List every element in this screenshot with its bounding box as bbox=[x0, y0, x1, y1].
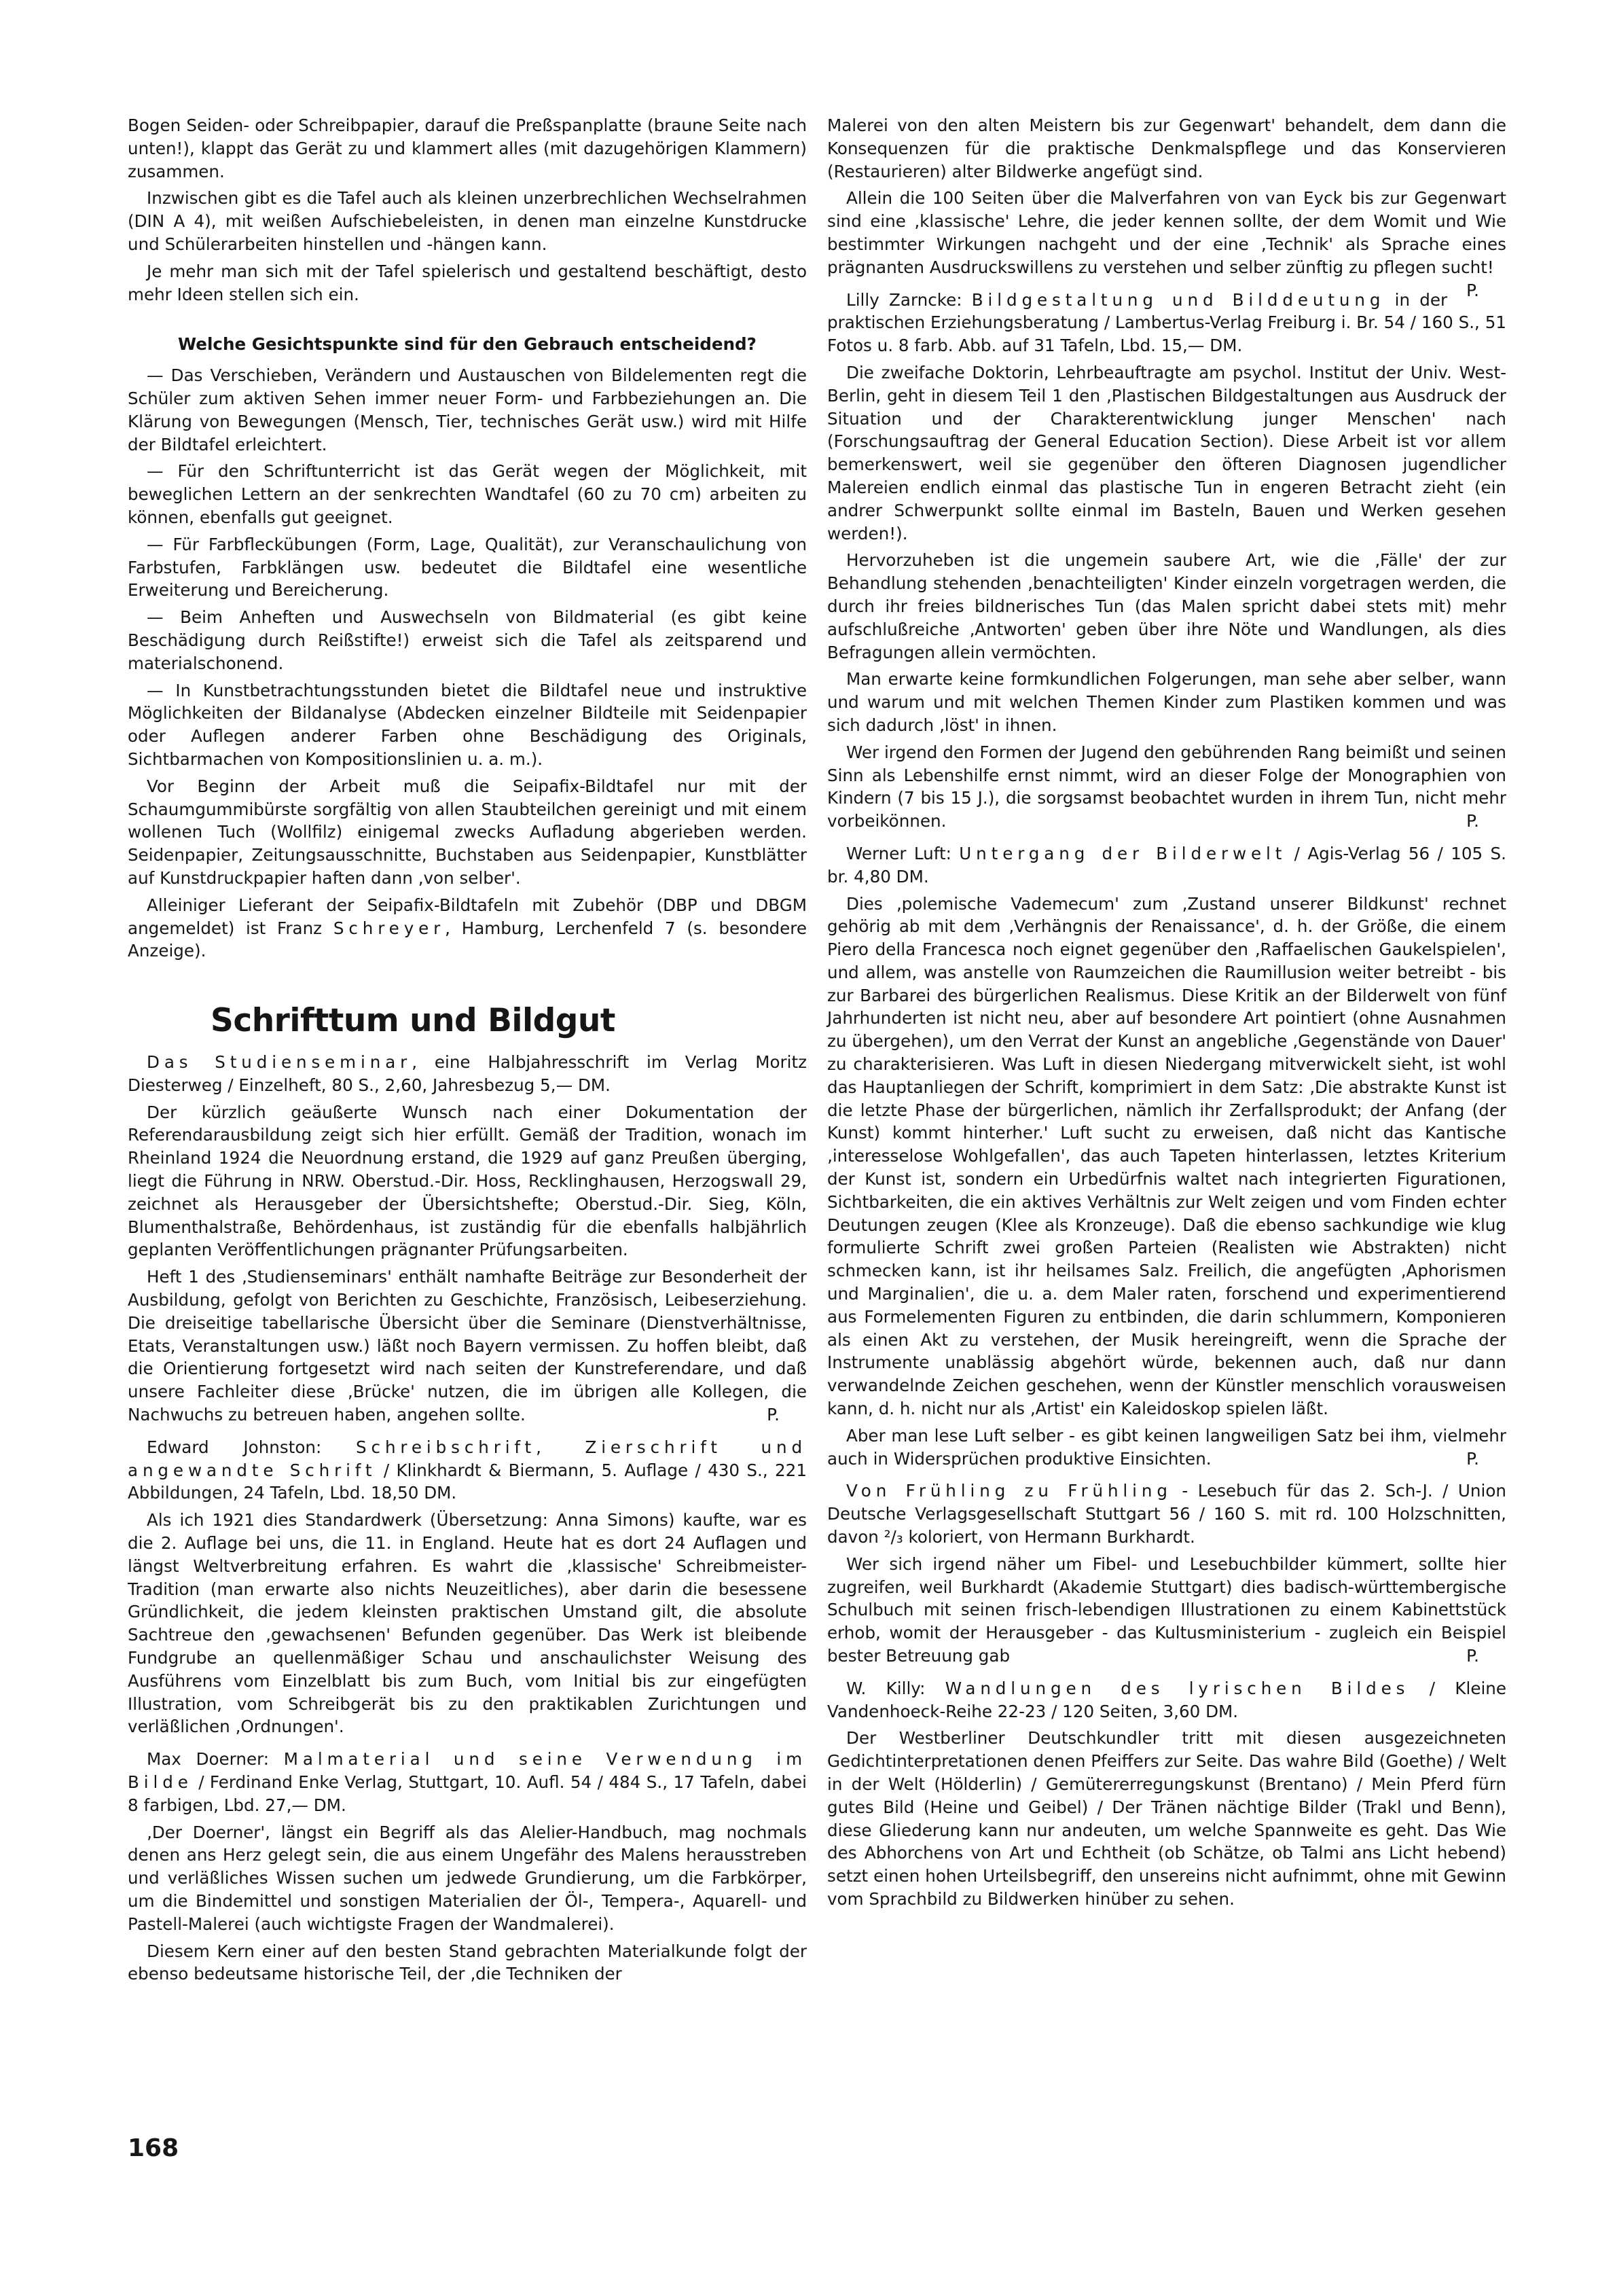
entry-title: Bildgestaltung und Bilddeutung bbox=[971, 289, 1385, 310]
subheading-gesichtspunkte: Welche Gesichtspunkte sind für den Gebrauch entscheidend? bbox=[178, 334, 757, 355]
reviewer-signature: P. bbox=[1466, 1448, 1479, 1469]
review-entry-zarncke bbox=[827, 289, 1506, 357]
paragraph-text: Aber man lese Luft selber - es gibt keinen langweiligen Satz bei ihm, vielmehr auch in Widersprüchen produktive Einsichten. bbox=[827, 1425, 1506, 1469]
entry-details: / Klinkhardt & Biermann, 5. Auflage / 430 S., 221 Abbildungen, 24 Tafeln, Lbd. 18,50 DM. bbox=[128, 1460, 807, 1503]
left-column bbox=[128, 114, 807, 1990]
section-title: Schrifttum und Bildgut bbox=[211, 1002, 615, 1040]
entry-title: Das Studienseminar bbox=[147, 1052, 412, 1073]
right-paragraph-7: Dies ‚polemische Vademecum' zum ‚Zustand unserer Bildkunst' rechnet gehörig ab mit dem ‚Verhängnis der Renaissance', d. h. der Größe, die einem Piero della Francesca noch eignet gegenüber den ‚Raffaelischen Gaukelspielen', und allem, was anstelle von Raumzeichen die Raumillusion weiter betreibt - bis zur Barbarei des bürgerlichen Realismus. Diese Kritik an der Bilderwelt von fünf Jahrhunderten ist nicht neu, aber auf besondere Art pointiert (ohne Ausnahmen zu übergehen), um den Verrat der Kunst an angebliche ‚Gegenstände von Dauer' zu charakterisieren. Was Luft in diesen Niedergang mitverwickelt sieht, ist wohl das Hauptanliegen der Schrift, komprimiert in dem Satz: ‚Die abstrakte Kunst ist die letzte Phase der bürgerlichen, nämlich ihr Zerfallsprodukt; der Anfang (der Kunst) kommt hinterher.' Luft sucht zu erweisen, daß nicht das Kantische ‚interesselose Wohlgefallen', das auch Tapeten hinterlassen, letztes Kriterium der Kunst ist, sondern ein Urbedürfnis waltet nach integrierten Figurationen, Sichtbarkeiten, die ein aktives Verhältnis zur Welt zeigen und vom Finden echter Deutungen zeugen (Klee als Kronzeuge). Daß die ebenso sachkundige wie klug formulierte Schrift zwei großen Parteien (Realisten wie Abstrakten) nicht schmecken kann, ist ihr heilsames Salz. Freilich, die angefügten ‚Aphorismen und Marginalien', die u. a. dem Maler raten, forschend und experimentierend aus Formelementen Figuren zu entbinden, die darin schlummern, Komponieren als einen Akt zu verstehen, der Musik hereingreift, wenn die Sprache der Instrumente unablässig abgehört würde, bekennen auch, daß nur dann verwandelnde Zeichen geschehen, wenn der Künstler menschlich vorausweisen kann, d. h. nicht nur als ‚Artist' ein Kaleidoskop spielen läßt. bbox=[827, 893, 1506, 1419]
left-paragraph-12 bbox=[128, 1266, 807, 1427]
left-paragraph-7: — Beim Anheften und Auswechseln von Bildmaterial (es gibt keine Beschädigung durch Reißstifte!) erweist sich die Tafel als zeitsparend und materialschonend. bbox=[128, 607, 807, 673]
entry-details: / Kleine Vandenhoeck-Reihe 22-23 / 120 Seiten, 3,60 DM. bbox=[827, 1678, 1507, 1721]
entry-title: Malmaterial und seine Verwendung im Bilde bbox=[128, 1749, 807, 1792]
review-entry-johnston bbox=[128, 1436, 807, 1505]
entry-author: Werner Luft: bbox=[846, 843, 960, 863]
entry-details: - Lesebuch für das 2. Sch-J. / Union Deutsche Verlagsgesellschaft Stuttgart 56 / 160 S. mit rd. 100 Holzschnitten, davon ²/₃ koloriert, von Hermann Burkhardt. bbox=[827, 1481, 1506, 1547]
entry-title: Wandlungen des lyrischen Bildes bbox=[945, 1678, 1410, 1698]
paragraph-text: Wer irgend den Formen der Jugend den gebührenden Rang beimißt und seinen Sinn als Lebenshilfe ernst nimmt, wird an dieser Folge der Monographien von Kindern (7 bis 15 J.), die sorgsamst beobachtet wurden in ihrem Tun, nicht mehr vorbeikönnen. bbox=[827, 742, 1506, 831]
review-entry-killy bbox=[827, 1677, 1506, 1723]
right-paragraph-10: Der Westberliner Deutschkundler tritt mit diesen ausgezeichneten Gedichtinterpretationen denen Pfeiffers zur Seite. Das wahre Bild (Goethe) / Welt in der Welt (Hölderlin) / Gemütererregungskunst (Brentano) / Mein Pferd fürn gutes Bild (Heine und Geibel) / Der Tränen nächtige Bilder (Trakl und Benn), diese Gliederung kann nur andeuten, um welche Spannweite es geht. Das Wie des Abhorchens von Art und Echtheit (ob Schätze, ob Talmi ans Licht hebend) setzt einen hohen Urteilsbegriff, den unsereins nicht aufnimmt, ohne mit Gewinn vom Sprachbild zu Bildwerken hinüber zu sehen. bbox=[827, 1728, 1506, 1909]
left-paragraph-5: — Für den Schriftunterricht ist das Gerät wegen der Möglichkeit, mit beweglichen Lettern an der senkrechten Wandtafel (60 zu 70 cm) arbeiten zu können, ebenfalls gut geeignet. bbox=[128, 461, 807, 527]
left-paragraph-1: Bogen Seiden- oder Schreibpapier, darauf die Preßspanplatte (braune Seite nach unten!), klappt das Gerät zu und klammert alles (mit dazugehörigen Klammern) zusammen. bbox=[128, 115, 807, 181]
left-paragraph-11: Der kürzlich geäußerte Wunsch nach einer Dokumentation der Referendarausbildung zeigt sich hier erfüllt. Gemäß der Tradition, wonach im Rheinland 1924 die Neuordnung erstand, die 1929 auf ganz Preußen überging, liegt die Führung in NRW. Oberstud.-Dir. Hoss, Recklinghausen, Herzogswall 29, zeichnet als Herausgeber der Übersichtshefte; Oberstud.-Dir. Sieg, Köln, Blumenthalstraße, Behördenhaus, ist zuständig für die ebenfalls halbjährlich geplanten Veröffentlichungen prägnanter Prüfungsarbeiten. bbox=[128, 1102, 807, 1260]
right-column bbox=[827, 114, 1506, 1915]
entry-details: / Ferdinand Enke Verlag, Stuttgart, 10. Aufl. 54 / 484 S., 17 Tafeln, dabei 8 farbigen, Lbd. 27,— DM. bbox=[128, 1772, 807, 1815]
left-paragraph-3: Je mehr man sich mit der Tafel spielerisch und gestaltend beschäftigt, desto mehr Ideen stellen sich ein. bbox=[128, 261, 807, 304]
supplier-name: Schreyer bbox=[333, 918, 446, 938]
right-paragraph-6 bbox=[827, 741, 1506, 833]
entry-title: Von Frühling zu Frühling bbox=[846, 1481, 1172, 1501]
left-paragraph-4: — Das Verschieben, Verändern und Austauschen von Bildelementen regt die Schüler zum aktiven Sehen immer neuer Form- und Farbbeziehungen an. Die Klärung von Bewegungen (Mensch, Tier, technisches Gerät usw.) wird mit Hilfe der Bildtafel erleichtert. bbox=[128, 365, 807, 454]
left-paragraph-14: ‚Der Doerner', längst ein Begriff als das Alelier-Handbuch, mag nochmals denen ans Herz gelegt sein, die aus einem Ungefähr des Malens herausstreben und verläßliches Wissen suchen um jedwede Grundierung, um die Farbkörper, um die Bindemittel und sonstigen Materialien der Öl-, Tempera-, Aquarell- und Pastell-Malerei (auch wichtigste Fragen der Wandmalerei). bbox=[128, 1822, 807, 1934]
entry-author: Max Doerner: bbox=[147, 1749, 284, 1770]
left-paragraph-10 bbox=[128, 894, 807, 963]
paragraph-text: Heft 1 des ‚Studienseminars' enthält namhafte Beiträge zur Besonderheit der Ausbildung, gefolgt von Berichten zu Geschichte, Französisch, Leibeserziehung. Die dreiseitige tabellarische Übersicht über die Seminare (Dienstverhältnisse, Etats, Veranstaltungen usw.) läßt noch Bayern vermissen. Zu hoffen bleibt, daß die Orientierung fortgesetzt wird nach seiten der Kunstreferendare, und daß unsere Fachleiter diese ‚Brücke' nutzen, die im übrigen alle Kollegen, die Nachwuchs zu betreuen haben, angehen sollte. bbox=[128, 1267, 807, 1425]
entry-title: Schreibschrift, Zierschrift und angewandte Schrift bbox=[128, 1437, 807, 1480]
left-paragraph-6: — Für Farbfleckübungen (Form, Lage, Qualität), zur Veranschaulichung von Farbstufen, Farbklängen usw. bedeutet die Bildtafel eine wesentliche Erweiterung und Bereicherung. bbox=[128, 534, 807, 600]
right-paragraph-3: Die zweifache Doktorin, Lehrbeauftragte am psychol. Institut der Univ. West-Berlin, geht in diesem Teil 1 den ‚Plastischen Bildgestaltungen aus Ausdruck der Situation und der Charakterentwicklung junger Menschen' nach (Forschungsauftrag der General Education Section). Diese Arbeit ist vor allem bemerkenswert, weil sie gegenüber den öfteren Diagnosen jugendlicher Malereien endlich einmal das plastische Tun in engeren Betracht zieht (ein andrer Schwerpunkt sollte einmal im Basteln, Bauen und Werken gesehen werden!). bbox=[827, 362, 1506, 543]
supplier-text-1: Alleiniger Lieferant der Seipafix-Bildtafeln mit Zubehör (DBP und DBGM angemeldet) ist Franz bbox=[128, 895, 807, 938]
left-paragraph-8: — In Kunstbetrachtungsstunden bietet die Bildtafel neue und instruktive Möglichkeiten der Bildanalyse (Abdecken einzelner Bildteile mit Seidenpapier oder Auflegen anderer Farben ohne Beschädigung des Originals, Sichtbarmachen von Kompositionslinien u. a. m.). bbox=[128, 680, 807, 769]
entry-details: , eine Halbjahresschrift im Verlag Moritz Diesterweg / Einzelheft, 80 S., 2,60, Jahresbezug 5,— DM. bbox=[128, 1052, 807, 1095]
entry-title: Untergang der Bilderwelt bbox=[959, 843, 1287, 863]
page-number: 168 bbox=[128, 2134, 179, 2162]
left-paragraph-2: Inzwischen gibt es die Tafel auch als kleinen unzerbrechlichen Wechselrahmen (DIN A 4), mit weißen Aufschiebeleisten, in denen man einzelne Kunstdrucke und Schülerarbeiten hinstellen und -hängen kann. bbox=[128, 188, 807, 254]
reviewer-signature: P. bbox=[1466, 1646, 1479, 1666]
supplier-text-2: , Hamburg, Lerchenfeld 7 (s. besondere Anzeige). bbox=[128, 918, 807, 961]
right-paragraph-1: Malerei von den alten Meistern bis zur Gegenwart' behandelt, dem dann die Konsequenzen für die praktische Denkmalspflege und das Konservieren (Restaurieren) alter Bildwerke angefügt sind. bbox=[827, 115, 1506, 181]
review-entry-studienseminar bbox=[128, 1051, 807, 1097]
right-paragraph-5: Man erwarte keine formkundlichen Folgerungen, man sehe aber selber, wann und warum und mit welchen Themen Kinder zum Plastiken kommen und was sich dadurch ‚löst' in ihnen. bbox=[827, 669, 1506, 735]
right-paragraph-9 bbox=[827, 1553, 1506, 1668]
entry-author: Edward Johnston: bbox=[147, 1437, 357, 1457]
review-entry-doerner bbox=[128, 1748, 807, 1816]
entry-author: W. Killy: bbox=[846, 1678, 945, 1698]
left-paragraph-9: Vor Beginn der Arbeit muß die Seipafix-Bildtafel nur mit der Schaumgummibürste sorgfältig von allen Staubteilchen gereinigt und mit einem wollenen Tuch (Wollfilz) einigemal zwecks Aufladung abgerieben werden. Seidenpapier, Zeitungsausschnitte, Buchstaben aus Seidenpapier, Kunstblätter auf Kunstdruckpapier haften dann ‚von selber'. bbox=[128, 776, 807, 888]
entry-author: Lilly Zarncke: bbox=[846, 289, 972, 310]
entry-details: / Agis-Verlag 56 / 105 S. br. 4,80 DM. bbox=[827, 843, 1506, 886]
left-paragraph-13: Als ich 1921 dies Standardwerk (Übersetzung: Anna Simons) kaufte, war es die 2. Auflage bei uns, die 11. in England. Heute hat es dort 24 Auflagen und längst Weltverbreitung erfahren. Es wahrt die ‚klassische' Schreibmeister-Tradition (man erwarte also nichts Neuzeitliches), aber darin die besessene Gründlichkeit, die jedem kleinsten praktischen Umstand gilt, die absolute Sachtreue den ‚gewachsenen' Befunden gegenüber. Das Werk ist bleibende Fundgrube an quellenmäßiger Schau und anschaulichster Weisung des Ausführens vom Einzelblatt bis zum Buch, vom Initial bis zur eingefügten Illustration, vom Schreibgerät bis zu den praktikablen Zurichtungen und verläßlichen ‚Ordnungen'. bbox=[128, 1510, 807, 1737]
review-entry-lesebuch bbox=[827, 1479, 1506, 1548]
paragraph-text: Wer sich irgend näher um Fibel- und Lesebuchbilder kümmert, sollte hier zugreifen, weil Burkhardt (Akademie Stuttgart) dies badisch-württembergische Schulbuch mit seinen frisch-lebendigen Illustrationen zu einem Kabinettstück erhob, womit der Herausgeber - das Kultusministerium - zugleich ein Beispiel bester Betreuung gab bbox=[827, 1554, 1506, 1666]
entry-details: in der praktischen Erziehungsberatung / Lambertus-Verlag Freiburg i. Br. 54 / 160 S., 51 Fotos u. 8 farb. Abb. auf 31 Tafeln, Lbd. 15,— DM. bbox=[827, 289, 1506, 356]
reviewer-signature: P. bbox=[1466, 811, 1479, 831]
paragraph-text: Allein die 100 Seiten über die Malverfahren von van Eyck bis zur Gegenwart sind eine ‚klassische' Lehre, die jeder kennen sollte, der dem Womit und Wie bestimmter Wirkungen nachgeht und der eine ‚Technik' als Sprache eines prägnanten Ausdruckswillens zu verstehen und selber zünftig zu pflegen sucht! bbox=[827, 188, 1506, 277]
reviewer-signature: P. bbox=[1466, 280, 1479, 300]
right-paragraph-8 bbox=[827, 1424, 1506, 1471]
review-entry-luft bbox=[827, 842, 1506, 889]
right-paragraph-4: Hervorzuheben ist die ungemein saubere Art, wie die ‚Fälle' der zur Behandlung stehenden ‚benachteiligten' Kinder einzeln vorgetragen werden, die durch ihr freies bildnerisches Tun (das Malen spricht dabei stets mit) mehr aufschlußreiche ‚Antworten' geben über ihre Nöte und Wandlungen, als dies Befragungen allein vermöchten. bbox=[827, 550, 1506, 662]
reviewer-signature: P. bbox=[767, 1405, 780, 1425]
left-paragraph-15: Diesem Kern einer auf den besten Stand gebrachten Materialkunde folgt der ebenso bedeutsame historische Teil, der ‚die Techniken der bbox=[128, 1941, 807, 1984]
